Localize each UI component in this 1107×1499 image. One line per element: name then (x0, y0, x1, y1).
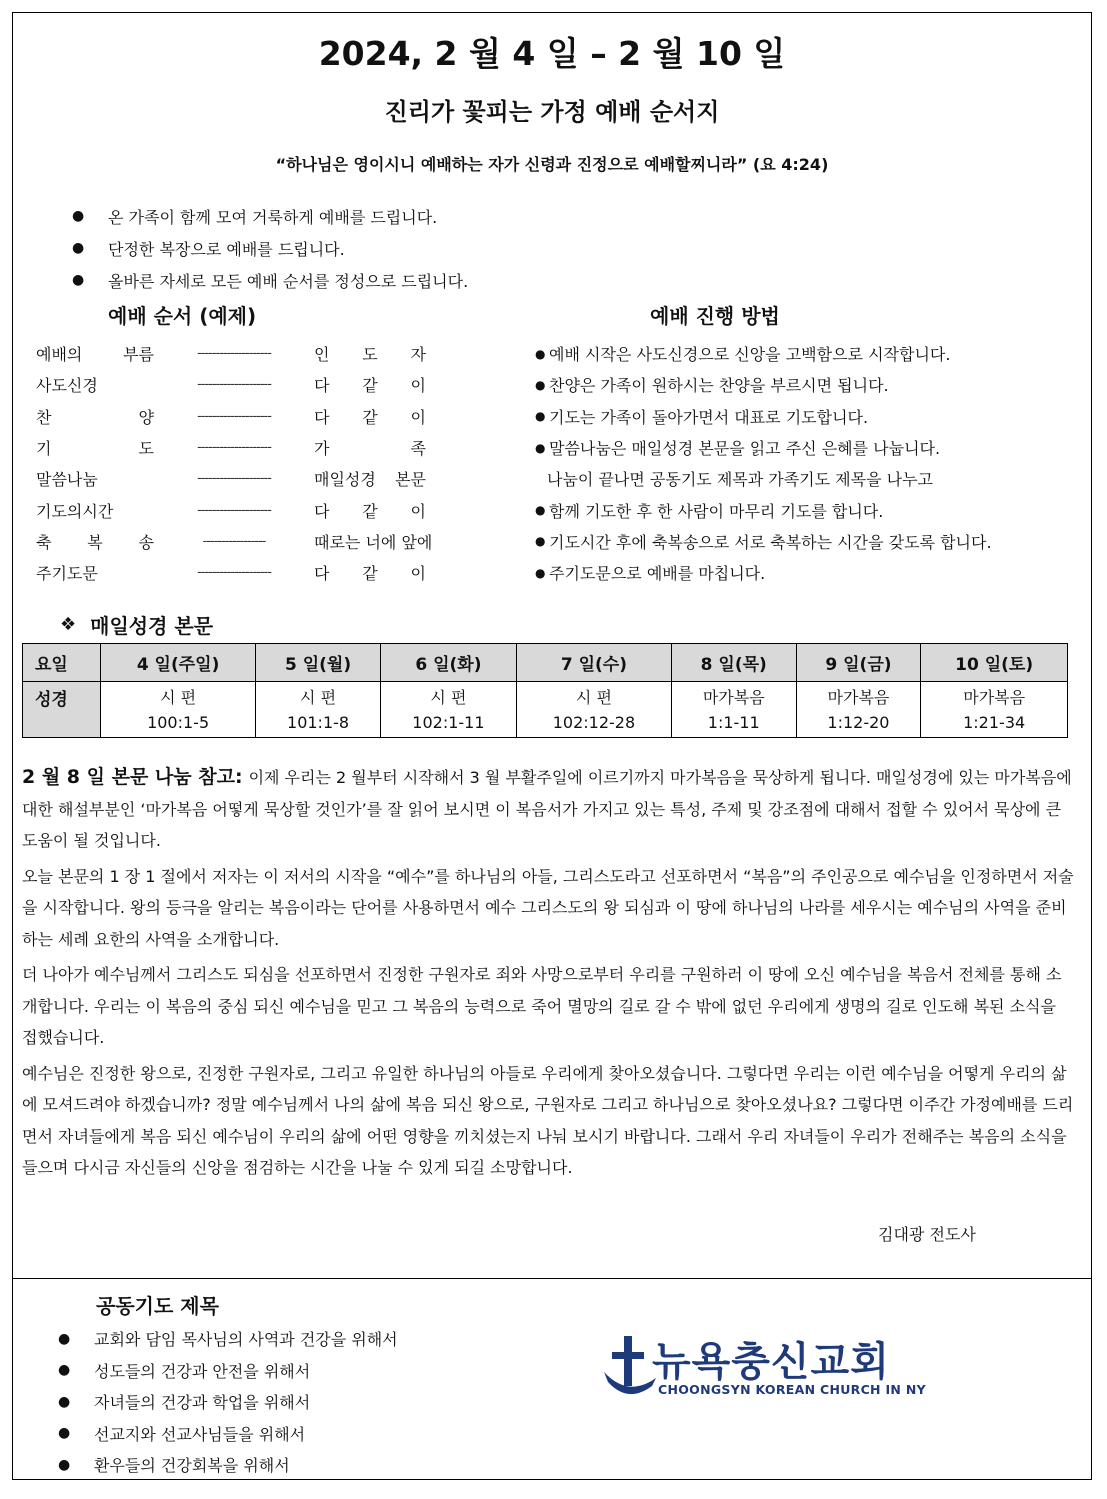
prayer-heading: 공동기도 제목 (96, 1294, 219, 1318)
table-cell: 마가복음 1:1-11 (671, 682, 796, 738)
bullet-icon: ● (535, 503, 546, 518)
method-heading: 예배 진행 방법 (650, 304, 780, 328)
paragraph: 예수님은 진정한 왕으로, 진정한 구원자로, 그리고 유일한 하나님의 아들로 우리에게 찾아오셨습니다. 그렇다면 우리는 이런 예수님을 어떻게 우리의 삶에 모셔드려야 하겠습니까? 정말 예수님께서 나의 삶에 복음 되신 왕으로, 구원자로 그리고 하나님으로 찾아오셨나요? 그렇다면 이주간 가정예배를 드리면서 자녀들에게 복음 되신 예수님이 우리의 삶에 어떤 영향을 끼치셨는지 나눠 보시기 바랍니다. 그래서 우리 자녀들이 우리가 전해주는 복음의 소식을 들으며 다시금 자신들의 신앙을 점검하는 시간을 나눌 수 있게 되길 소망합니다. (22, 1063, 1074, 1177)
table-row (23, 682, 1068, 738)
table-header-cell: 9 일(금) (796, 644, 921, 682)
bible-reading-table (22, 643, 1068, 738)
bullet-icon: ● (58, 1425, 71, 1442)
list-item: ● 단정한 복장으로 예배를 드립니다. (72, 239, 345, 259)
bullet-icon: ● (72, 240, 85, 256)
order-row: 기도의시간 -------------------- 다 같 이 (36, 501, 426, 521)
bullet-icon: ● (535, 440, 546, 455)
bullet-icon: ● (535, 346, 546, 361)
method-row: 나눔이 끝나면 공동기도 제목과 가족기도 제목을 나누고 (547, 470, 934, 490)
list-item: ● 올바른 자세로 모든 예배 순서를 정성으로 드립니다. (72, 271, 469, 291)
table-header-cell: 4 일(주일) (101, 644, 256, 682)
list-item: ● 선교지와 선교사님들을 위해서 (58, 1424, 306, 1444)
table-header-cell: 10 일(토) (921, 644, 1068, 682)
paragraph: 오늘 본문의 1 장 1 절에서 저자는 이 저서의 시작을 “예수”를 하나님의 아들, 그리스도라고 선포하면서 “복음”의 주인공으로 예수님을 인정하면서 저술을 시작합니다. 왕의 등극을 알리는 복음이라는 단어를 사용하면서 예수 그리스도의 왕 되심과 이 땅에 하나님의 나라를 세우시는 예수님의 사역을 준비하는 세례 요한의 사역을 소개합니다. (22, 866, 1074, 949)
table-header-cell: 요일 (23, 644, 101, 682)
list-item: ● 환우들의 건강회복을 위해서 (58, 1456, 290, 1476)
bullet-icon: ● (535, 565, 546, 580)
bullet-icon: ● (535, 377, 546, 392)
church-logo (600, 1330, 930, 1405)
table-cell: 시 편 102:12-28 (516, 682, 671, 738)
table-header-row (23, 644, 1068, 682)
method-row: ● 기도시간 후에 축복송으로 서로 축복하는 시간을 갖도록 합니다. (535, 532, 992, 552)
table-cell: 시 편 100:1-5 (101, 682, 256, 738)
table-cell: 마가복음 1:21-34 (921, 682, 1068, 738)
order-row: 사도신경 -------------------- 다 같 이 (36, 376, 426, 396)
bullet-icon: ● (535, 534, 546, 549)
list-item: ● 교회와 담임 목사님의 사역과 건강을 위해서 (58, 1330, 398, 1350)
order-row: 기 도 -------------------- 가 족 (36, 439, 426, 459)
table-cell: 시 편 102:1-11 (380, 682, 516, 738)
church-name: 뉴욕충신교회 (652, 1339, 890, 1385)
bullet-icon: ● (72, 272, 85, 288)
paragraph: 2 월 8 일 본문 나눔 참고: 이제 우리는 2 월부터 시작해서 3 월 부활주일에 이르기까지 마가복음을 묵상하게 됩니다. 매일성경에 있는 마가복음에 대한 해설부분인 ‘마가복음 어떻게 묵상할 것인가’를 잘 읽어 보시면 이 복음서가 가지고 있는 특성, 주제 및 강조점에 대해서 접할 수 있어서 묵상에 큰 도움이 될 것입니다. (22, 766, 1072, 850)
bullet-icon: ● (72, 208, 85, 224)
author-signature: 김대광 전도사 (878, 1225, 976, 1244)
table-cell: 성경 (23, 682, 101, 738)
diamond-bullet-icon: ❖ (60, 614, 77, 635)
page-title: 진리가 꽃피는 가정 예배 순서지 (384, 98, 720, 126)
method-row: ● 예배 시작은 사도신경으로 신앙을 고백함으로 시작합니다. (535, 345, 951, 365)
order-row: 축 복 송 ----------------- 때로는 너에 앞에 (36, 532, 433, 552)
order-heading: 예배 순서 (예제) (108, 304, 257, 328)
list-item: ● 성도들의 건강과 안전을 위해서 (58, 1361, 311, 1381)
worship-order-list (36, 338, 436, 588)
bullet-icon: ● (58, 1393, 71, 1410)
method-row: ● 함께 기도한 후 한 사람이 마무리 기도를 합니다. (535, 501, 884, 521)
method-row: ● 찬양은 가족이 원하시는 찬양을 부르시면 됩니다. (535, 376, 889, 396)
order-row: 말씀나눔 -------------------- 매일성경 본문 (36, 470, 426, 490)
scripture-verse: “하나님은 영이시니 예배하는 자가 신령과 진정으로 예배할찌니라” (요 4:24) (275, 155, 829, 174)
paragraph: 더 나아가 예수님께서 그리스도 되심을 선포하면서 진정한 구원자로 죄와 사망으로부터 우리를 구원하러 이 땅에 오신 예수님을 복음서 전체를 통해 소개합니다. 우리는 이 복음의 중심 되신 예수님을 믿고 그 복음의 능력으로 죽어 멸망의 길로 갈 수 밖에 없던 우리에게 생명의 길로 인도해 복된 소식을 접했습니다. (22, 965, 1062, 1047)
notes-lead: 2 월 8 일 본문 나눔 참고: (22, 766, 243, 788)
date-range-title: 2024, 2 월 4 일 – 2 월 10 일 (318, 34, 786, 73)
section-divider (12, 1278, 1092, 1279)
bullet-icon: ● (535, 409, 546, 424)
order-row: 찬 양 -------------------- 다 같 이 (36, 407, 426, 427)
list-item: ● 온 가족이 함께 모여 거룩하게 예배를 드립니다. (72, 207, 438, 227)
table-cell: 시 편 101:1-8 (256, 682, 381, 738)
method-row: ● 기도는 가족이 돌아가면서 대표로 기도합니다. (535, 407, 869, 427)
method-row: ● 주기도문으로 예배를 마칩니다. (535, 564, 766, 584)
church-english-name: CHOONGSYN KOREAN CHURCH IN NY (658, 1382, 926, 1397)
list-item: ● 자녀들의 건강과 학업을 위해서 (58, 1393, 311, 1413)
table-cell: 마가복음 1:12-20 (796, 682, 921, 738)
table-header-cell: 5 일(월) (256, 644, 381, 682)
order-row: 주기도문 -------------------- 다 같 이 (36, 564, 426, 584)
cross-ship-icon (600, 1332, 660, 1402)
table-header-cell: 7 일(수) (516, 644, 671, 682)
order-row: 예배의 부름 -------------------- 인 도 자 (36, 345, 426, 365)
bullet-icon: ● (58, 1330, 71, 1347)
method-row: ● 말씀나눔은 매일성경 본문을 읽고 주신 은혜를 나눕니다. (535, 439, 941, 459)
prayer-list (58, 1323, 398, 1481)
bullet-icon: ● (58, 1456, 71, 1473)
table-header-cell: 8 일(목) (671, 644, 796, 682)
bible-heading: ❖ 매일성경 본문 (60, 614, 214, 638)
guideline-list (72, 200, 468, 296)
bullet-icon: ● (58, 1362, 71, 1379)
sermon-notes (22, 762, 1074, 1188)
worship-method-list (535, 338, 1085, 588)
table-header-cell: 6 일(화) (380, 644, 516, 682)
